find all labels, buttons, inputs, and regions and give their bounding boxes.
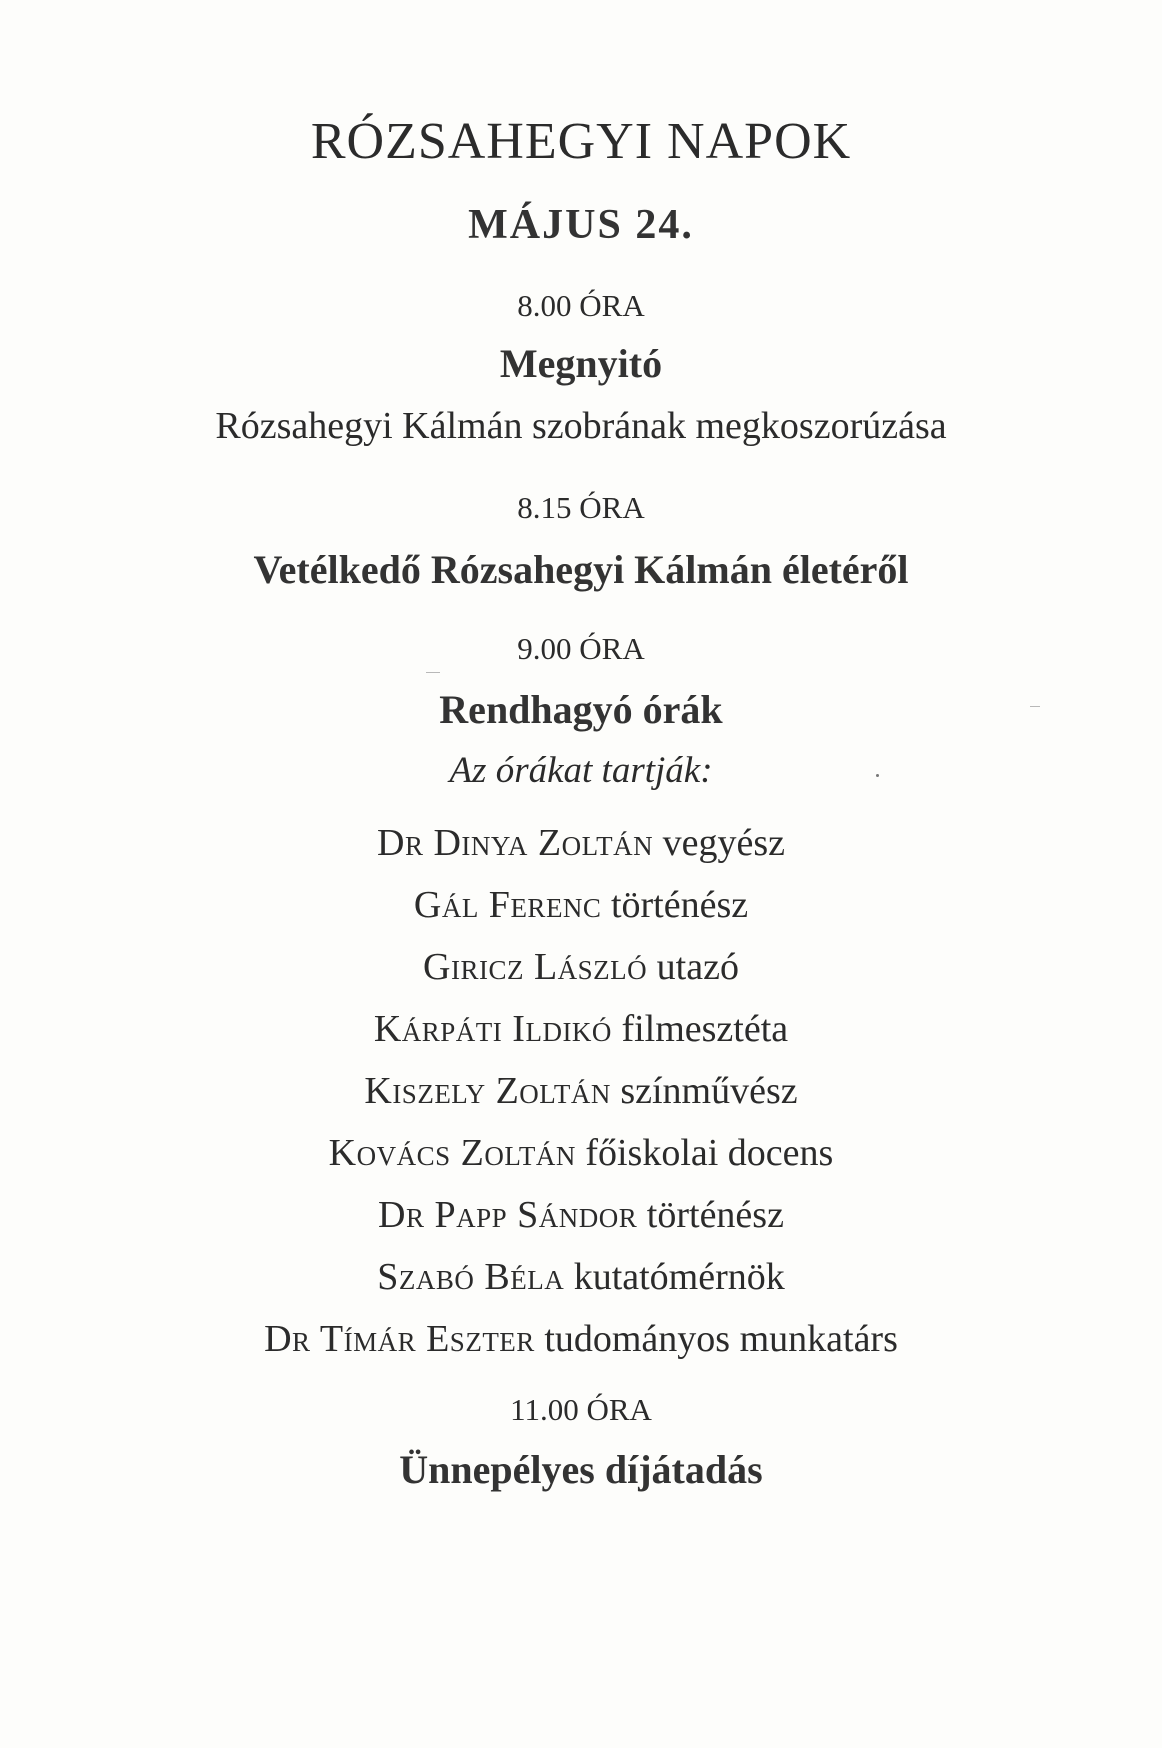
list-item [0, 1308, 1162, 1370]
list-item [0, 998, 1162, 1060]
speaker-list [0, 812, 1162, 1370]
list-item [0, 1060, 1162, 1122]
list-item [0, 1246, 1162, 1308]
time-label: 8.15 ÓRA [517, 490, 645, 525]
speaker-name: Szabó Béla [377, 1256, 565, 1298]
speaker-role: vegyész [662, 822, 785, 864]
event-date: MÁJUS 24. [468, 202, 694, 248]
speaker-role: történész [646, 1194, 784, 1236]
page-title: RÓZSAHEGYI NAPOK [310, 113, 852, 170]
list-item [0, 1184, 1162, 1246]
scan-speck [1030, 706, 1040, 707]
event-title: Vetélkedő Rózsahegyi Kálmán életéről [253, 547, 909, 592]
event-title: Megnyitó [499, 341, 663, 386]
speaker-name: Kovács Zoltán [328, 1132, 576, 1174]
speaker-name: Dr Papp Sándor [378, 1194, 638, 1236]
speaker-name: Dr Tímár Eszter [264, 1318, 535, 1360]
time-label: 8.00 ÓRA [517, 288, 645, 323]
speaker-role: történész [610, 884, 749, 926]
time-label: 9.00 ÓRA [517, 631, 645, 666]
speaker-name: Kárpáti Ildikó [373, 1008, 612, 1050]
time-label: 11.00 ÓRA [510, 1392, 652, 1427]
speaker-role: filmesztéta [621, 1008, 789, 1050]
list-item [0, 1122, 1162, 1184]
speaker-role: színművész [620, 1070, 798, 1112]
speaker-role: utazó [656, 946, 739, 988]
list-item [0, 936, 1162, 998]
speaker-name: Gál Ferenc [413, 884, 602, 926]
speaker-name: Kiszely Zoltán [364, 1070, 611, 1112]
speaker-role: tudományos munkatárs [544, 1318, 898, 1360]
speaker-role: főiskolai docens [585, 1132, 834, 1174]
speaker-name: Dr Dinya Zoltán [377, 822, 654, 864]
speaker-role: kutatómérnök [573, 1256, 785, 1298]
scan-speck [426, 672, 440, 673]
speaker-name: Giricz László [423, 946, 648, 988]
event-description: Rózsahegyi Kálmán szobrának megkoszorúzása [215, 405, 947, 447]
event-title: Ünnepélyes díjátadás [399, 1447, 763, 1492]
scan-speck [876, 774, 879, 777]
list-item [0, 874, 1162, 936]
event-title: Rendhagyó órák [439, 687, 723, 732]
speakers-intro: Az órákat tartják: [449, 750, 713, 791]
list-item [0, 812, 1162, 874]
